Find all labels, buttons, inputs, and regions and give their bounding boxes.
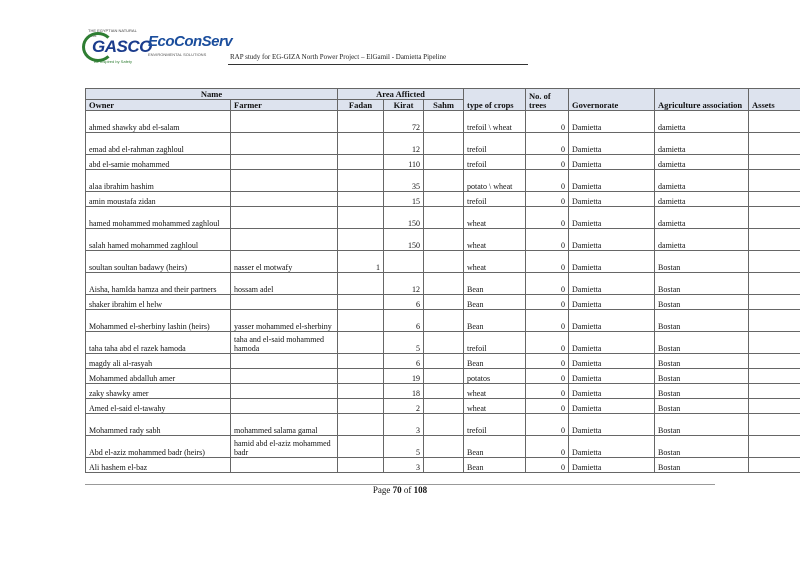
trees-cell: 0 — [526, 207, 569, 229]
trees-cell: 0 — [526, 273, 569, 295]
table-body — [86, 111, 800, 473]
ecoconserv-logo — [148, 33, 238, 65]
of-word: of — [403, 485, 412, 495]
sahm-cell — [424, 207, 464, 229]
assets-cell — [749, 369, 800, 384]
table-row — [86, 155, 800, 170]
table-row — [86, 369, 800, 384]
sahm-cell — [424, 399, 464, 414]
fadan-cell — [338, 399, 384, 414]
fadan-cell — [338, 155, 384, 170]
sahm-cell — [424, 436, 464, 458]
table-group-header-row — [86, 89, 800, 100]
assets-cell — [749, 155, 800, 170]
kirat-cell: 2 — [384, 399, 424, 414]
assets-cell — [749, 207, 800, 229]
farmer-cell — [231, 458, 338, 473]
kirat-cell: 150 — [384, 229, 424, 251]
farmer-cell: nasser el motwafy — [231, 251, 338, 273]
assets-cell — [749, 332, 800, 354]
association-cell: damietta — [655, 133, 749, 155]
crops-cell: trefoil — [464, 414, 526, 436]
assets-cell — [749, 384, 800, 399]
fadan-cell — [338, 111, 384, 133]
owner-cell: salah hamed mohammed zaghloul — [86, 229, 231, 251]
page-footer — [0, 485, 800, 495]
header-divider — [228, 64, 528, 65]
sahm-cell — [424, 354, 464, 369]
crops-cell: wheat — [464, 207, 526, 229]
fadan-cell — [338, 458, 384, 473]
trees-cell: 0 — [526, 399, 569, 414]
crops-cell: Bean — [464, 273, 526, 295]
crops-cell: potatos — [464, 369, 526, 384]
fadan-cell — [338, 170, 384, 192]
sahm-cell — [424, 332, 464, 354]
trees-cell: 0 — [526, 354, 569, 369]
table-row — [86, 332, 800, 354]
page-number: 70 — [392, 485, 402, 495]
assets-cell — [749, 399, 800, 414]
trees-cell: 0 — [526, 111, 569, 133]
governorate-cell: Damietta — [569, 332, 655, 354]
trees-cell: 0 — [526, 133, 569, 155]
farmer-cell — [231, 295, 338, 310]
trees-cell: 0 — [526, 295, 569, 310]
crops-cell: trefoil — [464, 192, 526, 207]
kirat-cell: 6 — [384, 354, 424, 369]
owner-cell: Mohammed abdalluh amer — [86, 369, 231, 384]
page-word: Page — [372, 485, 391, 495]
sahm-cell — [424, 369, 464, 384]
owner-cell: emad abd el-rahman zaghloul — [86, 133, 231, 155]
trees-cell: 0 — [526, 155, 569, 170]
governorate-cell: Damietta — [569, 111, 655, 133]
gasco-logo — [80, 28, 152, 66]
governorate-cell: Damietta — [569, 414, 655, 436]
name-group-header: Name — [86, 89, 338, 100]
owner-cell: taha taha abd el razek hamoda — [86, 332, 231, 354]
crops-cell: wheat — [464, 251, 526, 273]
kirat-cell: 150 — [384, 207, 424, 229]
governorate-cell: Damietta — [569, 354, 655, 369]
ecoconserv-logo-sub-text: ENVIRONMENTAL SOLUTIONS — [148, 52, 207, 57]
fadan-cell — [338, 384, 384, 399]
crops-header: type of crops — [464, 89, 526, 111]
fadan-cell — [338, 354, 384, 369]
owner-header: Owner — [86, 100, 231, 111]
gasco-logo-word: GASCO — [92, 37, 152, 56]
association-cell: Bostan — [655, 251, 749, 273]
trees-cell: 0 — [526, 369, 569, 384]
farmer-cell — [231, 399, 338, 414]
trees-cell: 0 — [526, 414, 569, 436]
owner-cell: Abd el-aziz mohammed badr (heirs) — [86, 436, 231, 458]
association-cell: Bostan — [655, 414, 749, 436]
assets-cell — [749, 133, 800, 155]
assets-cell — [749, 251, 800, 273]
governorate-cell: Damietta — [569, 170, 655, 192]
kirat-cell — [384, 251, 424, 273]
kirat-header: Kirat — [384, 100, 424, 111]
assets-cell — [749, 192, 800, 207]
farmer-cell: hossam adel — [231, 273, 338, 295]
crops-cell: trefoil — [464, 155, 526, 170]
kirat-cell: 6 — [384, 295, 424, 310]
farmer-cell — [231, 111, 338, 133]
owner-cell: shaker ibrahim el helw — [86, 295, 231, 310]
crops-cell: Bean — [464, 295, 526, 310]
crops-cell: trefoil — [464, 133, 526, 155]
farmer-cell — [231, 155, 338, 170]
fadan-cell — [338, 332, 384, 354]
fadan-cell — [338, 133, 384, 155]
owner-cell: soultan soultan badawy (heirs) — [86, 251, 231, 273]
assets-cell — [749, 295, 800, 310]
kirat-cell: 3 — [384, 414, 424, 436]
governorate-cell: Damietta — [569, 229, 655, 251]
farmer-cell — [231, 229, 338, 251]
area-group-header: Area Afficted — [338, 89, 464, 100]
table-row — [86, 295, 800, 310]
trees-cell: 0 — [526, 251, 569, 273]
document-header-title: RAP study for EG-GIZA North Power Project – ElGamil - Damietta Pipeline — [230, 53, 447, 61]
assets-cell — [749, 458, 800, 473]
owner-cell: zaky shawky amer — [86, 384, 231, 399]
table-row — [86, 170, 800, 192]
sahm-cell — [424, 310, 464, 332]
farmer-cell — [231, 354, 338, 369]
table-row — [86, 133, 800, 155]
trees-header: No. of trees — [526, 89, 569, 111]
farmer-header: Farmer — [231, 100, 338, 111]
farmer-cell — [231, 170, 338, 192]
trees-cell: 0 — [526, 170, 569, 192]
sahm-header: Sahm — [424, 100, 464, 111]
crops-cell: wheat — [464, 384, 526, 399]
farmer-cell: hamid abd el-aziz mohammed badr — [231, 436, 338, 458]
owner-cell: ahmed shawky abd el-salam — [86, 111, 231, 133]
kirat-cell: 15 — [384, 192, 424, 207]
header-logos — [80, 28, 280, 68]
fadan-cell — [338, 369, 384, 384]
sahm-cell — [424, 155, 464, 170]
table-row — [86, 207, 800, 229]
kirat-cell: 72 — [384, 111, 424, 133]
assets-cell — [749, 273, 800, 295]
kirat-cell: 110 — [384, 155, 424, 170]
table-row — [86, 384, 800, 399]
association-cell: Bostan — [655, 295, 749, 310]
table-row — [86, 436, 800, 458]
owner-cell: alaa ibrahim hashim — [86, 170, 231, 192]
owner-cell: abd el-samie mohammed — [86, 155, 231, 170]
association-cell: Bostan — [655, 273, 749, 295]
trees-cell: 0 — [526, 384, 569, 399]
fadan-cell — [338, 229, 384, 251]
table-row — [86, 399, 800, 414]
total-pages: 108 — [413, 485, 428, 495]
crops-cell: Bean — [464, 436, 526, 458]
table-row — [86, 458, 800, 473]
crops-cell: wheat — [464, 399, 526, 414]
association-cell: damietta — [655, 207, 749, 229]
governorate-cell: Damietta — [569, 207, 655, 229]
association-cell: damietta — [655, 111, 749, 133]
kirat-cell: 5 — [384, 436, 424, 458]
governorate-cell: Damietta — [569, 399, 655, 414]
governorate-header: Governorate — [569, 89, 655, 111]
assets-header: Assets — [749, 89, 800, 111]
sahm-cell — [424, 384, 464, 399]
governorate-cell: Damietta — [569, 458, 655, 473]
fadan-cell — [338, 192, 384, 207]
assets-cell — [749, 310, 800, 332]
owner-cell: Mohammed rady sabh — [86, 414, 231, 436]
trees-cell: 0 — [526, 229, 569, 251]
table-row — [86, 229, 800, 251]
sahm-cell — [424, 170, 464, 192]
owner-cell: Aisha, hamIda hamza and their partners — [86, 273, 231, 295]
assets-cell — [749, 354, 800, 369]
crops-cell: wheat — [464, 229, 526, 251]
governorate-cell: Damietta — [569, 192, 655, 207]
sahm-cell — [424, 458, 464, 473]
trees-cell: 0 — [526, 192, 569, 207]
governorate-cell: Damietta — [569, 310, 655, 332]
fadan-cell — [338, 310, 384, 332]
sahm-cell — [424, 251, 464, 273]
trees-cell: 0 — [526, 458, 569, 473]
kirat-cell: 12 — [384, 133, 424, 155]
association-cell: Bostan — [655, 369, 749, 384]
farmer-cell — [231, 133, 338, 155]
farmer-cell: taha and el-said mohammed hamoda — [231, 332, 338, 354]
kirat-cell: 18 — [384, 384, 424, 399]
table-row — [86, 354, 800, 369]
crops-cell: Bean — [464, 354, 526, 369]
table-row — [86, 192, 800, 207]
governorate-cell: Damietta — [569, 369, 655, 384]
sahm-cell — [424, 133, 464, 155]
owner-cell: magdy ali al-rasyah — [86, 354, 231, 369]
association-cell: Bostan — [655, 436, 749, 458]
crops-cell: potato \ wheat — [464, 170, 526, 192]
fadan-cell — [338, 295, 384, 310]
association-cell: Bostan — [655, 399, 749, 414]
sahm-cell — [424, 192, 464, 207]
association-cell: damietta — [655, 192, 749, 207]
sahm-cell — [424, 414, 464, 436]
crops-cell: Bean — [464, 458, 526, 473]
farmer-cell — [231, 384, 338, 399]
governorate-cell: Damietta — [569, 436, 655, 458]
assets-cell — [749, 414, 800, 436]
association-cell: damietta — [655, 155, 749, 170]
governorate-cell: Damietta — [569, 273, 655, 295]
farmer-cell: yasser mohammed el-sherbiny — [231, 310, 338, 332]
sahm-cell — [424, 295, 464, 310]
fadan-cell — [338, 207, 384, 229]
association-cell: Bostan — [655, 458, 749, 473]
table-row — [86, 111, 800, 133]
governorate-cell: Damietta — [569, 133, 655, 155]
table-row — [86, 273, 800, 295]
farmer-cell — [231, 369, 338, 384]
association-cell: Bostan — [655, 332, 749, 354]
gasco-logo-top-text: THE EGYPTIAN NATURAL GAS — [88, 28, 137, 38]
fadan-cell — [338, 273, 384, 295]
sahm-cell — [424, 273, 464, 295]
association-cell: damietta — [655, 170, 749, 192]
sahm-cell — [424, 111, 464, 133]
governorate-cell: Damietta — [569, 384, 655, 399]
assets-cell — [749, 229, 800, 251]
farmer-cell — [231, 207, 338, 229]
governorate-cell: Damietta — [569, 295, 655, 310]
association-cell: Bostan — [655, 354, 749, 369]
kirat-cell: 5 — [384, 332, 424, 354]
trees-cell: 0 — [526, 436, 569, 458]
kirat-cell: 6 — [384, 310, 424, 332]
trees-cell: 0 — [526, 310, 569, 332]
affected-land-table — [85, 88, 800, 473]
assets-cell — [749, 170, 800, 192]
fadan-cell — [338, 436, 384, 458]
association-cell: damietta — [655, 229, 749, 251]
farmer-cell: mohammed salama gamal — [231, 414, 338, 436]
assets-cell — [749, 111, 800, 133]
trees-cell: 0 — [526, 332, 569, 354]
association-header: Agriculture association — [655, 89, 749, 111]
sahm-cell — [424, 229, 464, 251]
owner-cell: Mohammed el-sherbiny lashin (heirs) — [86, 310, 231, 332]
table-row — [86, 310, 800, 332]
gasco-logo-sub-text: Be Inspired by Safety — [94, 59, 133, 64]
owner-cell: amin moustafa zidan — [86, 192, 231, 207]
kirat-cell: 19 — [384, 369, 424, 384]
kirat-cell: 3 — [384, 458, 424, 473]
assets-cell — [749, 436, 800, 458]
table-row — [86, 414, 800, 436]
owner-cell: Ali hashem el-baz — [86, 458, 231, 473]
association-cell: Bostan — [655, 310, 749, 332]
table-row — [86, 251, 800, 273]
governorate-cell: Damietta — [569, 155, 655, 170]
fadan-cell: 1 — [338, 251, 384, 273]
kirat-cell: 12 — [384, 273, 424, 295]
fadan-header: Fadan — [338, 100, 384, 111]
crops-cell: Bean — [464, 310, 526, 332]
fadan-cell — [338, 414, 384, 436]
association-cell: Bostan — [655, 384, 749, 399]
governorate-cell: Damietta — [569, 251, 655, 273]
owner-cell: Amed el-said el-tawahy — [86, 399, 231, 414]
kirat-cell: 35 — [384, 170, 424, 192]
ecoconserv-logo-word: EcoConServ — [148, 33, 233, 50]
farmer-cell — [231, 192, 338, 207]
crops-cell: trefoil \ wheat — [464, 111, 526, 133]
crops-cell: trefoil — [464, 332, 526, 354]
owner-cell: hamed mohammed mohammed zaghloul — [86, 207, 231, 229]
